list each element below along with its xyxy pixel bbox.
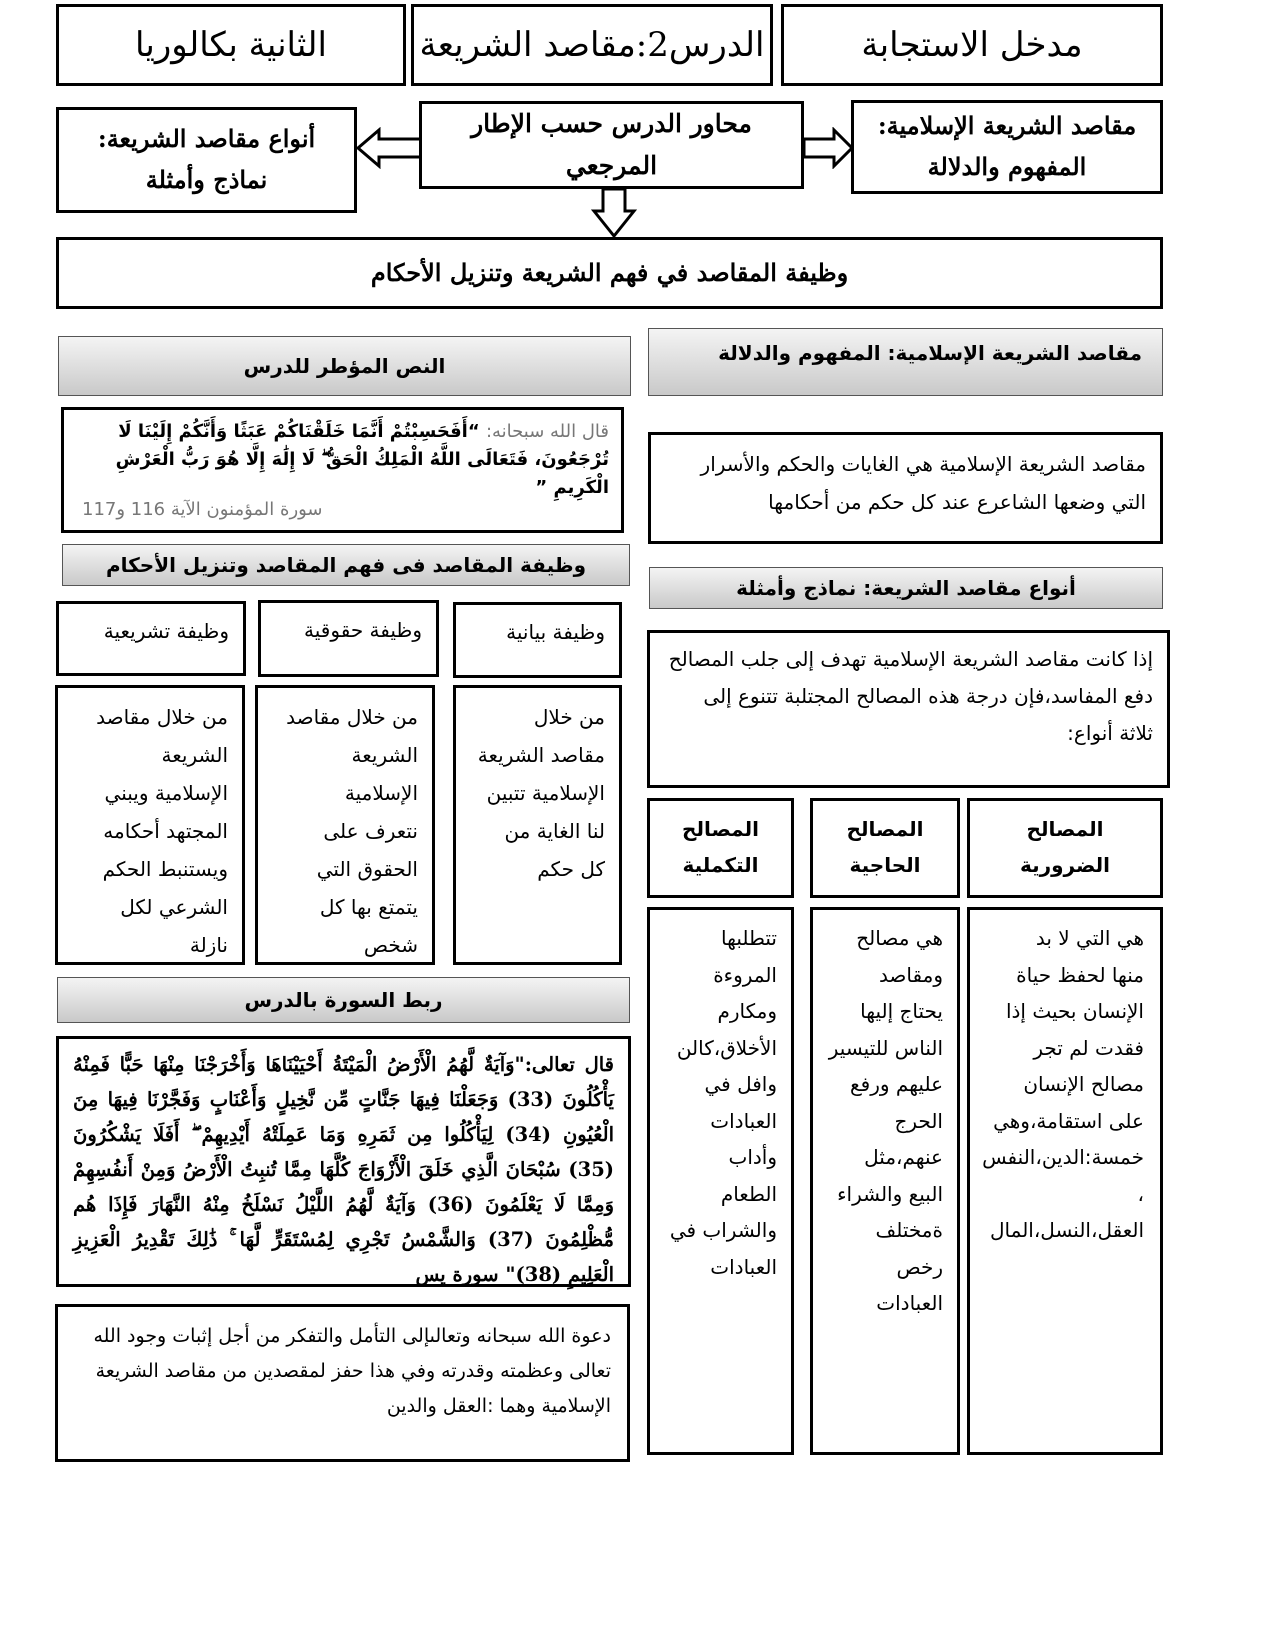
surah-verse: قال تعالى:"وَآيَةٌ لَّهُمُ الْأَرْضُ الْمَيْتَةُ أَحْيَيْنَاهَا وَأَخْرَجْنَا مِنْهَا حَبًّا فَمِنْهُ يَأْكُلُونَ (33) وَجَعَلْنَا فِيهَا جَنَّاتٍ مِّن نَّخِيلٍ وَأَعْنَابٍ وَفَجَّرْنَا فِيهَا مِنَ الْعُيُونِ (34) لِيَأْكُلُوا مِن ثَمَرِهِ وَمَا عَمِلَتْهُ أَيْدِيهِمْ ۖ أَفَلَا يَشْكُرُونَ (35) سُبْحَانَ الَّذِي خَلَقَ الْأَزْوَاجَ كُلَّهَا مِمَّا تُنبِتُ الْأَرْضُ وَمِنْ أَنفُسِهِمْ وَمِمَّا لَا يَعْلَمُونَ (36) وَآيَةٌ لَّهُمُ اللَّيْلُ نَسْلَخُ مِنْهُ النَّهَارَ فَإِذَا هُم مُّظْلِمُونَ (37) وَالشَّمْسُ تَجْرِي لِمُسْتَقَرٍّ لَّهَا ۚ ذَٰلِكَ تَقْدِيرُ الْعَزِيزِ الْعَلِيمِ (38)" سورة يس xyxy=(73,1053,614,1286)
axis-left-line2: نماذج وأمثلة xyxy=(145,165,268,194)
frame-verse-text: “أَفَحَسِبْتُمْ أَنَّمَا خَلَقْنَاكُمْ عَبَثًا وَأَنَّكُمْ إِلَيْنَا لَا تُرْجَعُونَ، فَتَعَالَى اللَّهُ الْمَلِكُ الْحَقُّ ۖ لَا إِلَٰهَ إِلَّا هُوَ رَبُّ الْعَرْشِ الْكَرِيمِ ” xyxy=(115,421,609,498)
function-body-line: نازلة xyxy=(189,933,228,957)
frame-verse-source: سورة المؤمنون الآية 116 و117 xyxy=(82,499,323,520)
function-body-line: ويستنبط الحكم xyxy=(102,857,228,881)
function-body-line: من خلال مقاصد xyxy=(286,705,418,729)
function-heading-explanatory-label: وظيفة بيانية xyxy=(506,620,605,644)
axis-bottom-text: وظيفة المقاصد في فهم الشريعة وتنزيل الأحكام xyxy=(370,257,849,287)
header-intro-text: مدخل الاستجابة xyxy=(861,25,1083,65)
function-heading-explanatory xyxy=(453,602,622,678)
types-heading-complementary xyxy=(647,798,794,898)
types-heading-line: المصالح xyxy=(682,817,759,841)
frame-text-title xyxy=(58,336,631,396)
function-heading-legislative xyxy=(56,601,246,676)
types-body-complementary xyxy=(647,907,794,1455)
concept-definition: مقاصد الشريعة الإسلامية هي الغايات والحكم والأسرار التي وضعها الشاعرع عند كل حكم من أحكامها xyxy=(700,452,1146,514)
function-body-line: من خلال xyxy=(533,705,605,729)
types-body-line: العبادات xyxy=(876,1291,943,1315)
function-body-line: الإسلامية ويبني xyxy=(104,781,228,805)
arrow-right-icon xyxy=(802,127,854,169)
function-body-line: الشريعة xyxy=(161,743,228,767)
frame-text-box xyxy=(61,407,624,533)
types-body-line: تتطلبها xyxy=(721,926,777,950)
types-body-line: منها لحفظ حياة xyxy=(1016,962,1144,987)
function-heading-rights xyxy=(258,600,439,677)
concept-title-label: مقاصد الشريعة الإسلامية: المفهوم والدلالة xyxy=(718,341,1142,365)
types-heading-needs xyxy=(810,798,960,898)
function-heading-legislative-label: وظيفة تشريعية xyxy=(103,619,229,643)
function-body-line: مقاصد الشريعة xyxy=(477,743,605,767)
axis-right-line2: المفهوم والدلالة xyxy=(927,152,1087,181)
axis-right-line1: مقاصد الشريعة الإسلامية: xyxy=(877,111,1137,141)
concept-definition-box xyxy=(648,432,1163,544)
function-title xyxy=(62,544,630,586)
types-intro: إذا كانت مقاصد الشريعة الإسلامية تهدف إلى جلب المصالح دفع المفاسد،فإن درجة هذه المصالح المجتلبة تتنوع إلى ثلاثة أنواع: xyxy=(668,647,1153,745)
frame-verse xyxy=(76,418,609,502)
function-body-line: لنا الغاية من xyxy=(504,819,605,843)
surah-verse-box xyxy=(56,1036,631,1287)
types-body-line: الإنسان بحيث إذا xyxy=(1005,999,1144,1023)
header-level xyxy=(56,4,406,86)
types-body-line: الحرج xyxy=(894,1108,943,1133)
function-body-line: الشرعي لكل xyxy=(120,895,228,919)
types-body-line: ةمختلف xyxy=(875,1218,943,1242)
types-title-label: أنواع مقاصد الشريعة: نماذج وأمثلة xyxy=(736,576,1076,600)
types-body-necessary xyxy=(967,907,1163,1455)
types-body-line: وافل في xyxy=(704,1072,777,1096)
types-heading-line: الضرورية xyxy=(1019,853,1111,877)
function-body-legislative xyxy=(55,685,245,965)
header-intro xyxy=(781,4,1163,86)
types-heading-line: الحاجية xyxy=(849,853,921,877)
types-body-line: على استقامة،وهي xyxy=(993,1108,1144,1133)
types-body-line: وأداب xyxy=(728,1145,777,1169)
function-body-line: الإسلامية xyxy=(344,781,418,805)
types-body-line: العبادات xyxy=(710,1108,777,1133)
types-heading-line: المصالح xyxy=(1026,817,1104,841)
surah-link-title xyxy=(57,977,630,1023)
function-body-line: يتمتع بها كل xyxy=(319,895,418,919)
types-body-line: الطعام xyxy=(720,1181,777,1206)
axis-center-text: محاور الدرس حسب الإطار المرجعي xyxy=(471,108,752,180)
types-body-line: هي التي لا بد xyxy=(1035,926,1144,950)
header-lesson-text: الدرس2:مقاصد الشريعة xyxy=(419,25,765,65)
frame-text-title-label: النص المؤطر للدرس xyxy=(243,354,446,378)
function-body-line: الشريعة xyxy=(351,743,418,767)
axis-bottom-box xyxy=(56,237,1163,309)
types-heading-line: المصالح xyxy=(846,817,924,841)
axis-right-box xyxy=(851,100,1163,194)
types-body-line: خمسة:الدين،النفس xyxy=(982,1145,1144,1169)
types-heading-necessary xyxy=(967,798,1163,898)
types-body-line: رخص xyxy=(896,1254,943,1279)
types-body-line: ومقاصد xyxy=(878,962,943,987)
function-body-line: المجتهد أحكامه xyxy=(103,819,228,843)
surah-explanation-box xyxy=(55,1304,630,1462)
function-title-label: وظيفة المقاصد فى فهم المقاصد وتنزيل الأحكام xyxy=(105,553,587,577)
types-body-line: المروءة xyxy=(713,962,777,987)
types-body-line: هي مصالح xyxy=(856,926,943,950)
function-heading-rights-label: وظيفة حقوقية xyxy=(304,618,422,642)
types-body-line: عليهم ورفع xyxy=(850,1072,943,1096)
axis-left-line1: أنواع مقاصد الشريعة: xyxy=(97,124,316,154)
types-title xyxy=(649,567,1163,609)
types-body-line: عنهم،مثل xyxy=(864,1145,943,1169)
types-body-needs xyxy=(810,907,960,1455)
types-body-line: يحتاج إليها xyxy=(860,999,943,1023)
function-body-line: نتعرف على xyxy=(323,819,418,843)
function-body-explanatory xyxy=(453,685,622,965)
function-body-line: كل حكم xyxy=(537,857,605,881)
header-lesson xyxy=(411,4,773,86)
types-body-line: الناس للتيسير xyxy=(828,1035,943,1060)
frame-verse-intro: قال الله سبحانه: xyxy=(485,421,609,442)
types-body-line: ومكارم xyxy=(717,999,777,1023)
types-body-line: فقدت لم تجر xyxy=(1033,1035,1144,1060)
axis-center-box xyxy=(419,101,804,189)
types-heading-line: التكملية xyxy=(682,853,759,877)
types-body-line: الأخلاق،كالن xyxy=(676,1035,777,1060)
arrow-down-icon xyxy=(591,187,637,239)
function-body-line: من خلال مقاصد xyxy=(96,705,228,729)
types-intro-box xyxy=(647,630,1170,788)
function-body-line: شخص xyxy=(363,933,418,957)
types-body-line: البيع والشراء xyxy=(837,1181,943,1206)
function-body-line: الإسلامية تتبين xyxy=(486,781,605,805)
arrow-left-icon xyxy=(355,127,423,169)
concept-title xyxy=(648,328,1163,396)
surah-explanation: دعوة الله سبحانه وتعالىإلى التأمل والتفكر من أجل إثبات وجود الله تعالى وعظمته وقدرته وفي هذا حفز لمقصدين من مقاصد الشريعة الإسلامية وهما :العقل والدين xyxy=(93,1325,611,1417)
function-body-line: الحقوق التي xyxy=(316,857,418,881)
types-body-line: ، xyxy=(1137,1181,1144,1206)
types-body-line: والشراب في xyxy=(669,1218,777,1242)
surah-link-title-label: ربط السورة بالدرس xyxy=(244,988,443,1012)
types-body-line: العبادات xyxy=(710,1254,777,1279)
axis-left-box xyxy=(56,107,357,213)
function-body-rights xyxy=(255,685,435,965)
types-body-line: العقل،النسل،المال xyxy=(990,1218,1144,1242)
header-level-text: الثانية بكالوريا xyxy=(135,25,327,65)
types-body-line: مصالح الإنسان xyxy=(1023,1072,1144,1096)
